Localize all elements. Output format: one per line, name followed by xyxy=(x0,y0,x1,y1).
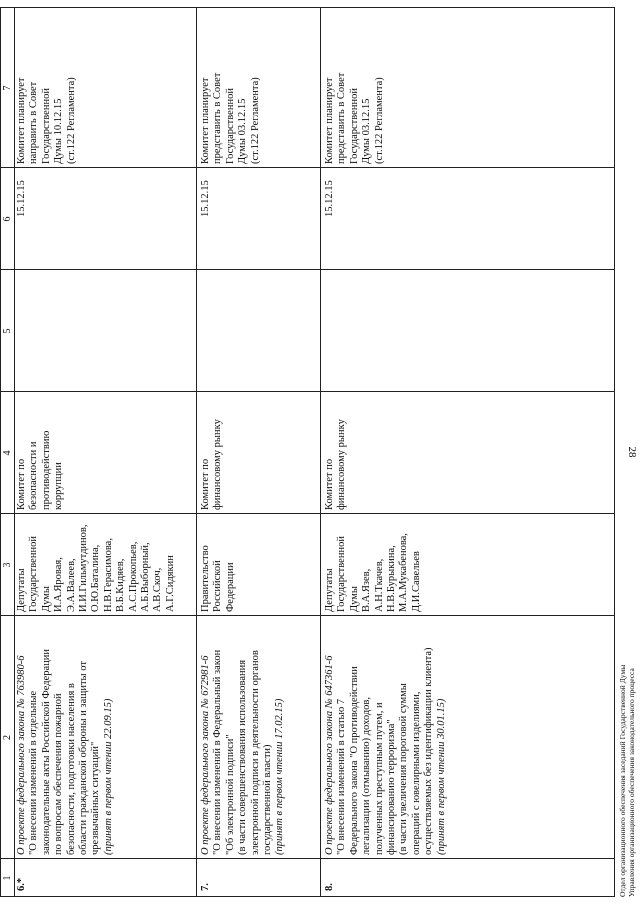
bill-description xyxy=(16,619,115,855)
bill-line: чрезвычайных ситуаций" xyxy=(90,741,102,855)
committee-line: коррупции xyxy=(53,462,65,510)
bill-line: "О внесении изменений в статью 7 xyxy=(336,698,348,855)
bill-number: О проекте федерального закона № 763980-6 xyxy=(16,655,27,855)
committee xyxy=(16,394,66,510)
header-col-3: 3 xyxy=(1,513,14,616)
document-footer xyxy=(618,665,636,897)
plan-line: Думы 10.12.15 xyxy=(53,98,65,164)
bill-status: (принят в первом чтении 17.02.15) xyxy=(274,698,286,855)
plan-line: Думы 03.12.15 xyxy=(237,98,249,164)
committee-line: финансовому рынку xyxy=(212,419,224,510)
bill-line: "Об электронной подписи" xyxy=(224,734,236,855)
author-line: О.Ю.Баталина, xyxy=(90,544,102,612)
review-date: 15.12.15 xyxy=(324,180,335,217)
author-line: Правительство xyxy=(200,545,211,612)
plan-line: Думы 03.12.15 xyxy=(361,98,373,164)
committee-line: Комитет по xyxy=(324,458,335,510)
row-number: 8. xyxy=(324,883,335,891)
footer-line: Отдел организационного обеспечения заседаний Государственной Думы xyxy=(618,664,627,897)
plan-line: представить в Совет xyxy=(212,72,224,164)
plan-line: Комитет планирует xyxy=(324,77,335,164)
bill-line: области гражданской обороны и защиты от xyxy=(78,661,90,855)
header-col-5: 5 xyxy=(1,269,14,392)
plan-line: Государственной xyxy=(224,88,236,164)
header-col-1: 1 xyxy=(1,858,14,897)
table-row xyxy=(16,7,194,897)
committee-line: безопасности и xyxy=(28,441,40,510)
author-line: А.Н.Ткачев, xyxy=(373,558,385,612)
bill-authors xyxy=(16,516,177,612)
bill-line: финансированию терроризма" xyxy=(386,719,398,855)
plan-line: представить в Совет xyxy=(336,72,348,164)
bill-authors xyxy=(200,516,237,612)
author-line: Российской xyxy=(212,560,224,612)
plan-line: (ст.122 Регламента) xyxy=(249,77,261,164)
committee-line: Комитет по xyxy=(16,458,27,510)
author-line: Депутаты xyxy=(16,568,27,612)
author-line: А.Г.Сидякин xyxy=(164,555,176,612)
bill-line: Федерального закона "О противодействии xyxy=(348,666,360,855)
plan-line: (ст.122 Регламента) xyxy=(373,77,385,164)
author-line: Федерации xyxy=(224,562,236,612)
committee-line: противодействию xyxy=(40,430,52,510)
row-number: 6.* xyxy=(16,877,27,891)
bill-line: (в части увеличения пороговой суммы xyxy=(398,683,410,855)
author-line: Государственной xyxy=(28,536,40,612)
bill-line: государственной власти) xyxy=(262,744,274,855)
author-line: Думы xyxy=(348,586,360,612)
plan-line: направить в Совет xyxy=(28,81,40,164)
bill-description xyxy=(324,619,448,855)
committee-line: Комитет по xyxy=(200,458,211,510)
bill-number: О проекте федерального закона № 647361-6 xyxy=(324,655,335,855)
author-line: А.В.Скоч, xyxy=(152,567,164,612)
bill-line: законодательные акты Российской Федерации xyxy=(40,648,52,855)
plan-line: (ст.122 Регламента) xyxy=(65,77,77,164)
author-line: И.И.Гильмутдинов, xyxy=(78,524,90,612)
committee-line: финансовому рынку xyxy=(336,419,348,510)
committee xyxy=(200,394,225,510)
bill-line: осуществляемых без идентификации клиента) xyxy=(423,647,435,855)
author-line: И.А.Яровая, xyxy=(53,557,65,612)
author-line: Н.В.Бурыкина, xyxy=(386,545,398,612)
bill-line: "О внесении изменений в Федеральный закон xyxy=(212,649,224,855)
bill-number: О проекте федерального закона № 672981-6 xyxy=(200,655,211,855)
author-line: В.А.Язев, xyxy=(361,568,373,612)
author-line: М.А.Мукабенова, xyxy=(398,533,410,612)
author-line: Государственной xyxy=(336,536,348,612)
review-date: 15.12.15 xyxy=(16,180,27,217)
bill-line: легализации (отмыванию) доходов, xyxy=(361,697,373,855)
bill-line: безопасности, подготовки населения в xyxy=(65,683,77,855)
header-col-4: 4 xyxy=(1,391,14,514)
table-row xyxy=(200,7,318,897)
bill-line: по вопросам обеспечения пожарной xyxy=(53,693,65,855)
agenda-table xyxy=(0,7,615,897)
author-line: А.Б.Выборный, xyxy=(140,542,152,612)
bill-description xyxy=(200,619,287,855)
row-number: 7. xyxy=(200,883,211,891)
header-col-2: 2 xyxy=(1,615,14,859)
plan-line: Государственной xyxy=(40,88,52,164)
header-col-7: 7 xyxy=(1,7,14,168)
bill-authors xyxy=(324,516,423,612)
committee xyxy=(324,394,349,510)
table-header-row xyxy=(0,7,15,897)
row-separator xyxy=(196,7,197,897)
bill-line: полученных преступным путем, и xyxy=(373,702,385,855)
bill-line: операций с ювелирными изделиями, xyxy=(410,691,422,855)
author-line: В.Б.Кидяев, xyxy=(115,558,127,612)
bill-status: (принят в первом чтении 22.09.15) xyxy=(102,698,114,855)
committee-plan xyxy=(324,10,386,164)
author-line: А.С.Прокопьев, xyxy=(127,541,139,612)
header-col-6: 6 xyxy=(1,167,14,270)
author-line: Думы xyxy=(40,586,52,612)
page-number: 28 xyxy=(626,447,638,458)
plan-line: Комитет планирует xyxy=(200,77,211,164)
plan-line: Государственной xyxy=(348,88,360,164)
review-date: 15.12.15 xyxy=(200,180,211,217)
row-separator xyxy=(614,7,615,897)
author-line: Депутаты xyxy=(324,568,335,612)
plan-line: Комитет планирует xyxy=(16,77,27,164)
bill-line: электронной подписи в деятельности органов xyxy=(249,650,261,855)
author-line: Н.В.Герасимова, xyxy=(102,538,114,612)
table-row xyxy=(324,7,612,897)
bill-line: "О внесении изменений в отдельные xyxy=(28,690,40,855)
bill-line: (в части совершенствования использования xyxy=(237,659,249,855)
committee-plan xyxy=(16,10,78,164)
row-separator xyxy=(320,7,321,897)
author-line: Э.А.Валеев, xyxy=(65,558,77,612)
footer-line: Управления организационного обеспечения законодательного процесса xyxy=(627,668,636,897)
committee-plan xyxy=(200,10,262,164)
bill-status: (принят в первом чтении 30.01.15) xyxy=(435,698,447,855)
author-line: Д.И.Савельев xyxy=(410,551,422,612)
